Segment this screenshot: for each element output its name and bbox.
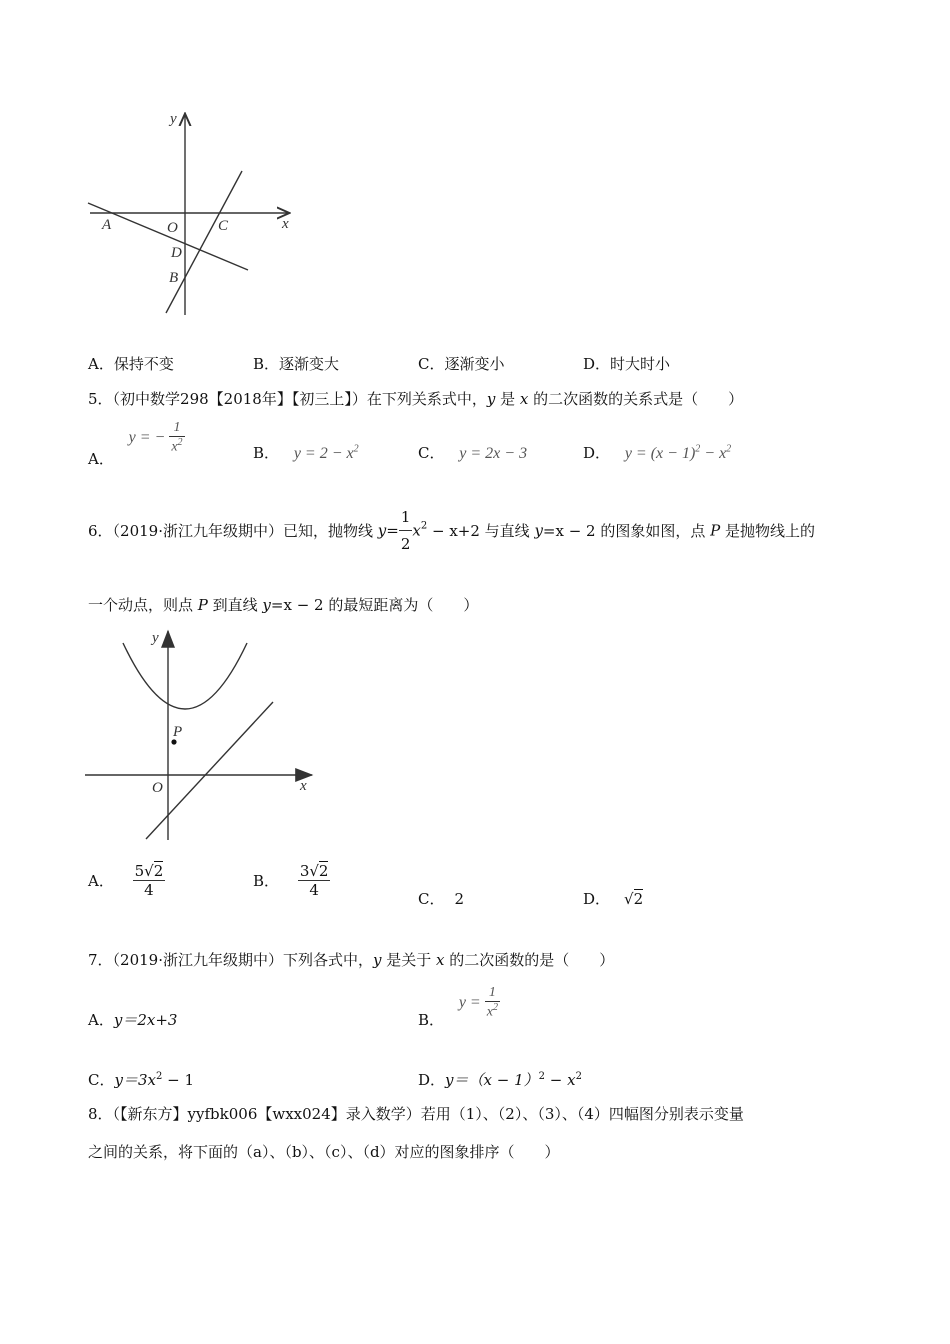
straight-line	[146, 702, 273, 839]
q4-option-b[interactable]	[253, 353, 339, 374]
label-o: O	[152, 780, 163, 796]
q4-option-c[interactable]	[418, 353, 505, 374]
q6-option-c[interactable]: C． 2	[418, 890, 465, 908]
q4-figure	[80, 105, 310, 325]
q6-figure	[80, 625, 325, 845]
q5-option-c[interactable]: C． y = 2x − 3	[418, 444, 528, 462]
q6-option-b[interactable]: B． $\frac{3√2}{4}$	[253, 862, 329, 899]
line-bc	[166, 171, 242, 313]
q8-stem-line2: 之间的关系，将下面的（a）、（b）、（c）、（d）对应的图象排序（ ）	[88, 1143, 560, 1161]
q7-stem: 7．（2019·浙江九年级期中）下列各式中，y 是关于 x 的二次函数的是（ ）	[88, 951, 615, 969]
option-text: 逐渐变小	[444, 355, 505, 373]
q7-option-a[interactable]: A．y＝2x+3	[88, 1011, 178, 1029]
label-x: x	[300, 778, 307, 794]
label-x: x	[282, 216, 289, 232]
label-c: C	[218, 218, 229, 234]
q5-option-b[interactable]: B． $y = 2 - x^2$	[253, 443, 359, 462]
q6-stem-line2: 一个动点，则点 P 到直线 y=x − 2 的最短距离为（ ）	[88, 596, 479, 614]
label-b: B	[169, 270, 179, 286]
option-label: D．	[583, 355, 611, 373]
q5-option-a[interactable]: A． y = − $\frac{1}{x^2}$	[88, 420, 183, 468]
parabola	[123, 643, 247, 709]
q4-option-a[interactable]	[88, 353, 174, 374]
q6-option-d[interactable]: D． √2	[583, 890, 644, 908]
option-label: C．	[418, 355, 445, 373]
q6-option-a[interactable]: A． $\frac{5√2}{4}$	[88, 862, 164, 899]
q7-option-d[interactable]: D．$y=(x - 1)^2 - x^2$	[418, 1071, 582, 1089]
point-p	[171, 739, 176, 744]
option-text: 时大时小	[610, 355, 671, 373]
label-o: O	[167, 220, 178, 236]
option-label: B．	[253, 355, 280, 373]
q8-stem-line1: 8．（【新东方】yyfbk006【wxx024】录入数学）若用（1）、（2）、（3）、（4）四幅图分别表示变量	[88, 1105, 744, 1123]
label-a: A	[102, 217, 112, 233]
option-label: A．	[88, 355, 114, 373]
q7-option-b[interactable]: B． y = $\frac{1}{x^2}$	[418, 985, 498, 1029]
label-y: y	[170, 111, 177, 127]
label-y: y	[152, 630, 159, 646]
q6-stem-line1: 6．（2019·浙江九年级期中）已知，抛物线 y= $\frac{1}{2}$ $x^2 - x+2$ 与直线 y=x − 2 的图象如图，点 P 是抛物线上的	[88, 508, 816, 553]
q5-stem: 5．（初中数学298【2018年】【初三上】）在下列关系式中，y 是 x 的二次函数的关系式是（ ）	[88, 390, 744, 408]
q5-option-d[interactable]: D． $y = (x - 1)^2 - x^2$	[583, 443, 732, 462]
label-p: P	[173, 724, 183, 740]
option-text: 逐渐变大	[279, 355, 340, 373]
option-text: 保持不变	[113, 355, 174, 373]
q4-option-d[interactable]	[583, 353, 670, 374]
q7-option-c[interactable]: C．$y=3x^2 - 1$	[88, 1071, 194, 1089]
label-d: D	[171, 245, 182, 261]
